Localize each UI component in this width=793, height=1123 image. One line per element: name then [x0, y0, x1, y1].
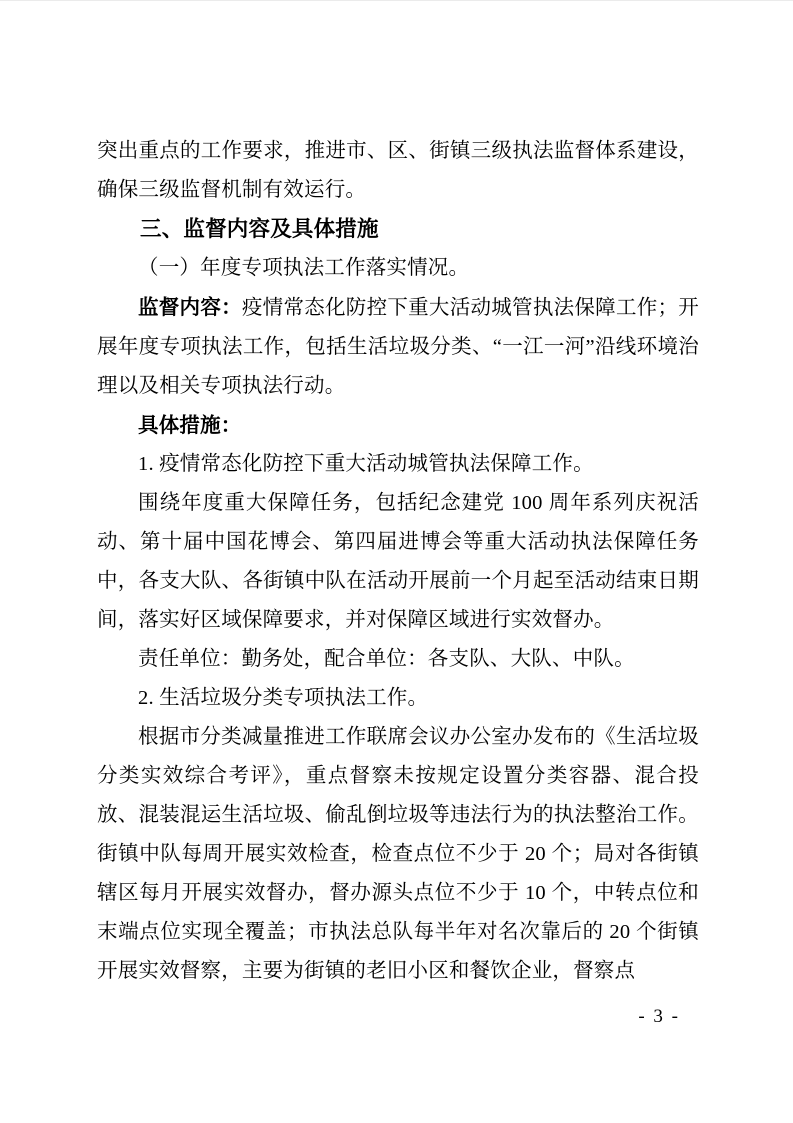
subsection-heading: （一）年度专项执法工作落实情况。	[138, 257, 470, 279]
page-number: - 3 -	[638, 1006, 680, 1027]
document-body	[97, 132, 699, 991]
measure-1-responsible-units: 责任单位：勤务处，配合单位：各支队、大队、中队。	[138, 648, 635, 670]
measures-label: 具体措施：	[138, 414, 242, 437]
section-heading: 三、监督内容及具体措施	[140, 217, 379, 241]
measure-2-title: 2. 生活垃圾分类专项执法工作。	[138, 687, 429, 709]
supervision-content-label: 监督内容：	[138, 296, 242, 319]
measure-2-detail: 根据市分类减量推进工作联席会议办公室办发布的《生活垃圾分类实效综合考评》，重点督察未按规定设置分类容器、混合投放、混装混运生活垃圾、偷乱倒垃圾等违法行为的执法整治工作。街镇中队每周开展实效检查，检查点位不少于 20 个；局对各街镇辖区每月开展实效督办，督办源头点位不少于 10 个，中转点位和末端点位实现全覆盖；市执法总队每半年对名次靠后的 20 个街镇开展实效督察，主要为街镇的老旧小区和餐饮企业，督察点	[97, 726, 699, 982]
measure-1-detail: 围绕年度重大保障任务，包括纪念建党 100 周年系列庆祝活动、第十届中国花博会、第四届进博会等重大活动执法保障任务中，各支大队、各街镇中队在活动开展前一个月起至活动结束日期间，落实好区域保障要求，并对保障区域进行实效督办。	[97, 492, 699, 631]
supervision-content-text: 疫情常态化防控下重大活动城管执法保障工作；开展年度专项执法工作，包括生活垃圾分类、“一江一河”沿线环境治理以及相关专项执法行动。	[97, 297, 699, 397]
body-paragraph-continuation: 突出重点的工作要求，推进市、区、街镇三级执法监督体系建设，确保三级监督机制有效运行。	[97, 140, 699, 201]
supervision-content-paragraph	[97, 288, 699, 406]
measure-1-title: 1. 疫情常态化防控下重大活动城管执法保障工作。	[138, 453, 594, 475]
